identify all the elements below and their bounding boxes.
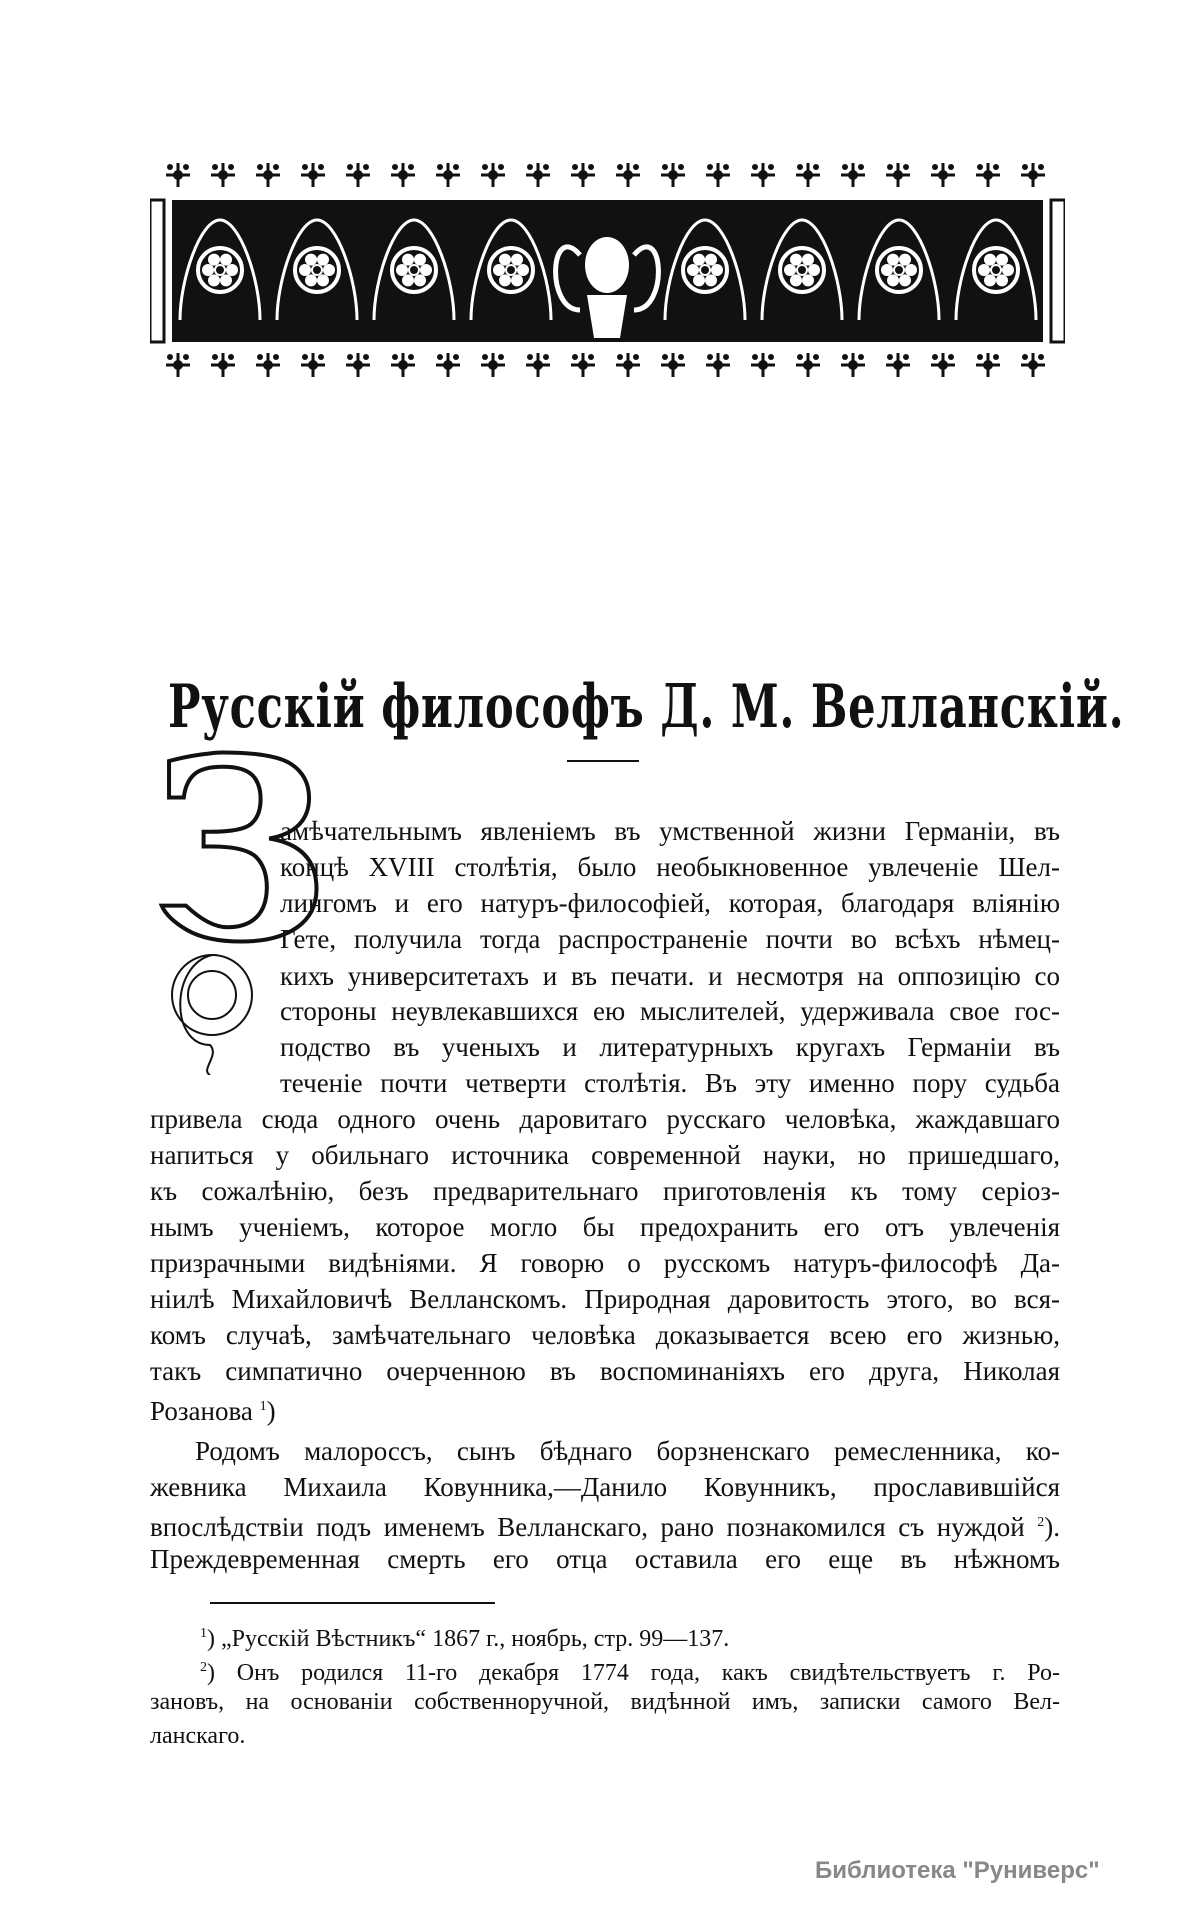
text-line: Гете, получила тогда распространеніе почти во всѣхъ нѣмец- bbox=[280, 924, 1060, 954]
text-line: Родомъ малороссъ, сынъ бѣднаго борзненскаго ремесленника, ко- bbox=[195, 1436, 1060, 1466]
text-line: комъ случаѣ, замѣчательнаго человѣка доказывается всею его жизнью, bbox=[150, 1320, 1060, 1350]
drop-cap-flourish bbox=[150, 745, 262, 1075]
title-divider bbox=[567, 760, 639, 762]
text-line: ніилѣ Михайловичѣ Велланскомъ. Природная даровитость этого, во вся- bbox=[150, 1284, 1060, 1314]
text-line: призрачными видѣніями. Я говорю о русскомъ натуръ-философѣ Да- bbox=[150, 1248, 1060, 1278]
footnote-line bbox=[150, 1722, 1060, 1750]
drop-cap-letter: З bbox=[150, 703, 331, 997]
angel-face-icon bbox=[585, 237, 629, 293]
text-line: такъ симпатично очерченною въ воспоминаніяхъ его друга, Николая bbox=[150, 1356, 1060, 1386]
text-line: концѣ XVIII столѣтія, было необыкновенное увлеченіе Шел- bbox=[280, 852, 1060, 882]
text-line: кихъ университетахъ и въ печати. и несмотря на оппозицію со bbox=[280, 961, 1060, 991]
decorative-header-ornament bbox=[150, 160, 1065, 382]
text-line: привела сюда одного очень даровитаго русскаго человѣка, жаждавшаго bbox=[150, 1104, 1060, 1134]
footnote-mark: 1 bbox=[200, 1626, 207, 1641]
text-line: нымъ ученіемъ, которое могло бы предохранить его отъ увлеченія bbox=[150, 1212, 1060, 1242]
text-line: амѣчательнымъ явленіемъ въ умственной жизни Германіи, въ bbox=[280, 816, 1060, 846]
text-line: стороны неувлекавшихся ею мыслителей, удерживала свое гос- bbox=[280, 996, 1060, 1026]
text-line: впослѣдствіи подъ именемъ Велланскаго, рано познакомился съ нуждой $^2$). bbox=[150, 1512, 1060, 1542]
text-line: Преждевременная смерть его отца оставила его еще въ нѣжномъ bbox=[150, 1544, 1060, 1574]
text-line: лингомъ и его натуръ-философіей, которая, благодаря вліянію bbox=[280, 888, 1060, 918]
footnote-line bbox=[150, 1688, 1060, 1716]
footnote-line: $^1$) „Русскій Вѣстникъ“ 1867 г., ноябрь, стр. 99—137. bbox=[200, 1626, 730, 1652]
footnote-ref[interactable]: 2 bbox=[1037, 1515, 1045, 1530]
text-line: жевника Михаила Ковунника,—Данило Ковунникъ, прославившійся bbox=[150, 1472, 1060, 1502]
footnote-rule bbox=[210, 1602, 495, 1604]
footnote-text: ланскаго. bbox=[150, 1723, 246, 1749]
footnote-mark: 2 bbox=[200, 1660, 207, 1675]
text-line: подство въ ученыхъ и литературныхъ кругахъ Германіи въ bbox=[280, 1032, 1060, 1062]
text-line: къ сожалѣнію, безъ предварительнаго приготовленія къ тому серіоз- bbox=[150, 1176, 1060, 1206]
footnote-ref[interactable]: 1 bbox=[259, 1399, 267, 1414]
ornate-drop-cap bbox=[150, 703, 331, 1075]
footnote-line: $^2$) Онъ родился 11-го декабря 1774 года, какъ свидѣтельствуетъ г. Ро- bbox=[200, 1660, 1060, 1686]
text-line: напиться у обильнаго источника современной науки, но пришедшаго, bbox=[150, 1140, 1060, 1170]
library-watermark: Библиотека "Руниверс" bbox=[815, 1857, 1100, 1884]
footnote-text: Онъ родился 11-го декабря 1774 года, какъ свидѣтельствуетъ г. Ро- bbox=[236, 1660, 1060, 1686]
text-line: Розанова $^1$) bbox=[150, 1396, 276, 1426]
page-title: Русскій философъ Д. М. Велланскій. bbox=[167, 672, 1125, 742]
footnote-text: „Русскій Вѣстникъ“ 1867 г., ноябрь, стр. 99—137. bbox=[221, 1626, 730, 1652]
footnote-text: зановъ, на основаніи собственноручной, видѣнной имъ, записки самого Вел- bbox=[150, 1689, 1060, 1715]
text-line: теченіе почти четверти столѣтія. Въ эту именно пору судьба bbox=[280, 1068, 1060, 1098]
